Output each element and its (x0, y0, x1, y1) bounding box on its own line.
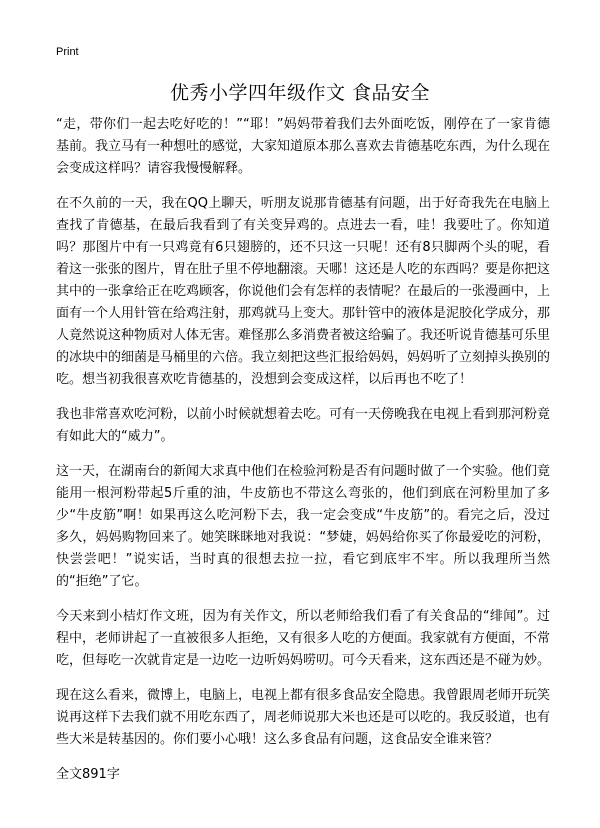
word-count: 全文891字 (56, 767, 120, 782)
article-title: 优秀小学四年级作文 食品安全 (169, 82, 431, 104)
paragraph-2: 在不久前的一天，我在QQ上聊天，听朋友说那肯德基有问题，出于好奇我先在电脑上查找了肯德基，在最后我看到了有关变异鸡的。点进去一看，哇！我要吐了。你知道吗？那图片中有一只鸡竟有6只翅膀的，还不只这一只呢！还有8只脚两个头的呢，看着这一张张的图片，胃在肚子里不停地翻滚。天哪！这还是人吃的东西吗？要是你把这其中的一张拿给正在吃鸡顾客，你说他们会有怎样的表情呢？在最后的一张漫画中，上面有一个人用针管在给鸡注射，那鸡就马上变大。那针管中的液体是泥胶化学成分，那人竟然说这种物质对人体无害。难怪那么多消费者被这给骗了。我还听说肯德基可乐里的冰块中的细菌是马桶里的六倍。我立刻把这些汇报给妈妈，妈妈听了立刻掉头换别的吃。想当初我很喜欢吃肯德基的，没想到会变成这样，以后再也不吃了！ (56, 196, 551, 387)
paragraph-1: “走，带你们一起去吃好吃的！”“耶！”妈妈带着我们去外面吃饭，刚停在了一家肯德基前。我立马有一种想吐的感觉，大家知道原本那么喜欢去肯德基吃东西，为什么现在会变成这样吗？请容我慢慢解释。 (56, 117, 551, 176)
print-link[interactable]: Print (56, 46, 79, 58)
paragraph-4: 这一天，在湖南台的新闻大求真中他们在检验河粉是否有问题时做了一个实验。他们竟能用一根河粉带起5斤重的油，牛皮筋也不带这么弯张的，他们到底在河粉里加了多少“牛皮筋”啊！如果再这么吃河粉下去，我一定会变成“牛皮筋”的。看完之后，没过多久，妈妈购物回来了。她笑眯眯地对我说：“梦婕，妈妈给你买了你最爱吃的河粉，快尝尝吧！”说实话，当时真的很想去拉一拉，看它到底牢不牢。所以我理所当然的“拒绝”了它。 (56, 464, 551, 589)
paragraph-3: 我也非常喜欢吃河粉，以前小时候就想着去吃。可有一天傍晚我在电视上看到那河粉竟有如此大的“威力”。 (56, 407, 551, 444)
article-body (56, 114, 550, 799)
paragraph-6: 现在这么看来，微博上，电脑上，电视上都有很多食品安全隐患。我曾跟周老师开玩笑说再这样下去我们就不用吃东西了，周老师说那大米也还是可以吃的。我反驳道，也有些大米是转基因的。你们要小心哦！这么多食品有问题，这食品安全谁来管？ (56, 688, 551, 747)
paragraph-5: 今天来到小桔灯作文班，因为有关作文，所以老师给我们看了有关食品的“绯闻”。过程中，老师讲起了一直被很多人拒绝，又有很多人吃的方便面。我家就有方便面，不常吃，但每吃一次就肯定是一边吃一边听妈妈唠叨。可今天看来，这东西还是不碰为妙。 (56, 609, 551, 668)
